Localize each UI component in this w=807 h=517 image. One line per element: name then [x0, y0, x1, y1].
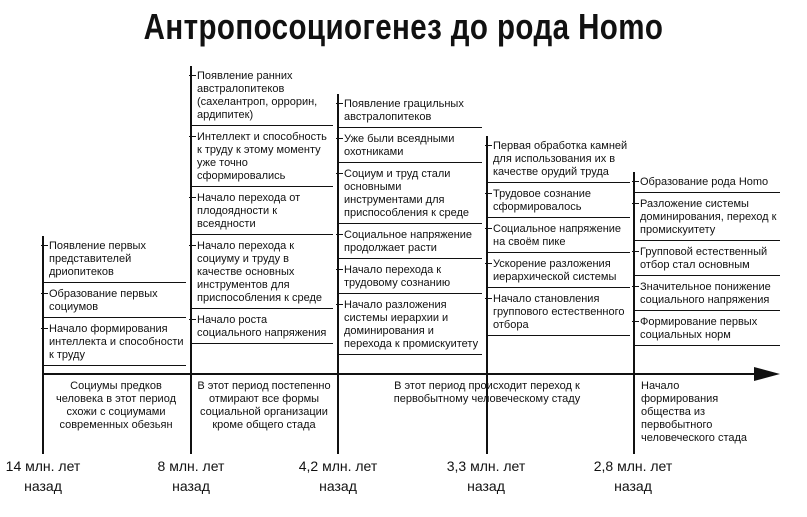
- time-label-value: 4,2 млн. лет: [298, 458, 378, 474]
- stage-event: Образование первых социумов: [43, 286, 186, 318]
- stage-event: Социальное напряжение на своём пике: [487, 221, 630, 253]
- stage-event: Появление грацильных австралопитеков: [338, 96, 482, 128]
- time-label-3-3: [438, 456, 534, 496]
- stage-event: Групповой естественный отбор стал основным: [634, 244, 780, 276]
- time-label-suffix: назад: [24, 478, 62, 494]
- period-note-8: В этот период постепенно отмирают все формы социальной организации кроме общего стада: [197, 380, 331, 431]
- stage-event: Трудовое сознание сформировалось: [487, 186, 630, 218]
- time-label-suffix: назад: [319, 478, 357, 494]
- stage-event: Формирование первых социальных норм: [634, 314, 780, 346]
- time-label-suffix: назад: [172, 478, 210, 494]
- stage-event: Разложение системы доминирования, переход к промискуитету: [634, 196, 780, 241]
- stage-event: Начало перехода к социуму и труду в качестве основных инструментов для приспособления к среде: [191, 238, 333, 309]
- diagram-title: Антропосоциогенез до рода Homo: [143, 6, 664, 47]
- stage-event: Значительное понижение социального напряжения: [634, 279, 780, 311]
- stage-event: Интеллект и способность к труду к этому моменту уже точно сформировались: [191, 129, 333, 187]
- time-label-suffix: назад: [614, 478, 652, 494]
- stage-event: Появление ранних австралопитеков (сахелантроп, оррорин, ардипитек): [191, 68, 333, 126]
- period-note-14: Социумы предков человека в этот период схожи с социумами современных обезьян: [56, 380, 176, 431]
- time-label-suffix: назад: [467, 478, 505, 494]
- period-note-3-3: В этот период происходит переход к первобытному человеческому стаду: [393, 380, 581, 405]
- time-label-value: 3,3 млн. лет: [446, 458, 526, 474]
- stage-event: Социальное напряжение продолжает расти: [338, 227, 482, 259]
- stage-column-2-8: [634, 174, 780, 346]
- time-label-value: 8 млн. лет: [157, 458, 225, 474]
- stage-event: Ускорение разложения иерархической системы: [487, 256, 630, 288]
- time-label-8: [148, 456, 234, 496]
- time-axis: [42, 373, 758, 375]
- stage-event: Начало перехода к трудовому сознанию: [338, 262, 482, 294]
- time-label-value: 14 млн. лет: [5, 458, 81, 474]
- period-note-2-8: Начало формирования общества из первобытного человеческого стада: [641, 380, 748, 444]
- stage-column-4-2: [338, 96, 482, 355]
- stage-event: Начало становления группового естественного отбора: [487, 291, 630, 336]
- stage-event: Начало разложения системы иерархии и доминирования и перехода к промискуитету: [338, 297, 482, 355]
- stage-event: Появление первых представителей дриопитеков: [43, 238, 186, 283]
- stage-event: Начало перехода от плодоядности к всеядности: [191, 190, 333, 235]
- time-axis-arrow: [754, 367, 780, 381]
- stage-event: Социум и труд стали основными инструментами для приспособления к среде: [338, 166, 482, 224]
- stage-event: Уже были всеядными охотниками: [338, 131, 482, 163]
- stage-column-8: [191, 68, 333, 344]
- stage-event: Первая обработка камней для использования их в качестве орудий труда: [487, 138, 630, 183]
- time-label-value: 2,8 млн. лет: [593, 458, 673, 474]
- time-label-4-2: [290, 456, 386, 496]
- stage-event: Образование рода Homo: [634, 174, 780, 193]
- stage-event: Начало формирования интеллекта и способности к труду: [43, 321, 186, 366]
- time-label-2-8: [585, 456, 681, 496]
- stage-column-3-3: [487, 138, 630, 336]
- stage-event: Начало роста социального напряжения: [191, 312, 333, 344]
- time-label-14: [0, 456, 86, 496]
- stage-column-14: [43, 238, 186, 366]
